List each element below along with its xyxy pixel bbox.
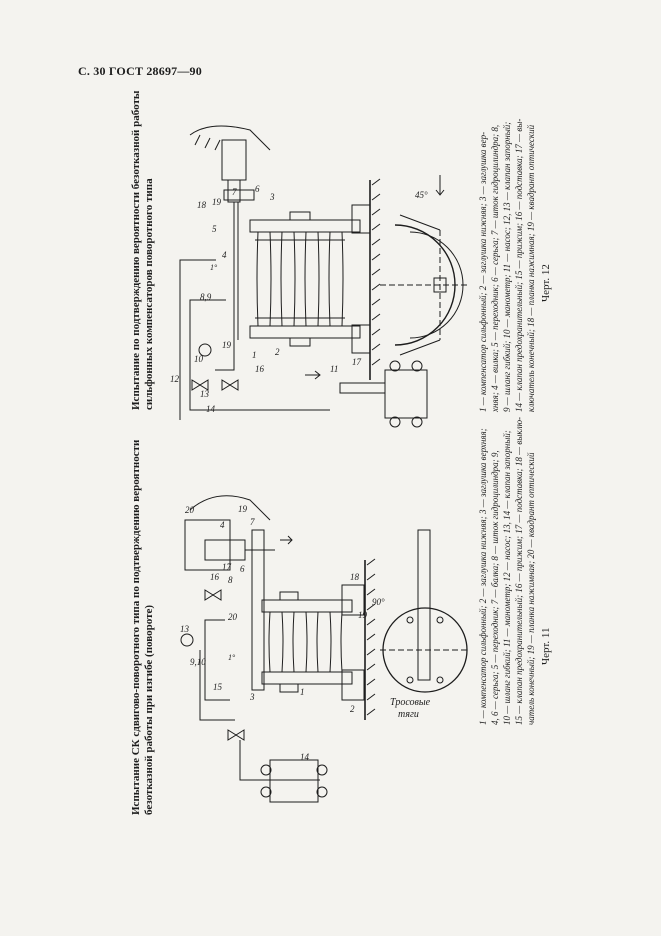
fig11-num-11: 13 bbox=[180, 624, 189, 634]
fig12-title-line: сильфонных компенсаторов поворотного типа bbox=[143, 178, 155, 410]
fig12-drawing bbox=[180, 126, 470, 427]
fig11-num-14: 16 bbox=[210, 572, 219, 582]
fig11-num-8: 8 bbox=[228, 575, 233, 585]
fig11-cable-label-1: Тросовые bbox=[390, 697, 431, 708]
fig12-num-89: 8,9 bbox=[200, 292, 212, 302]
fig12-num-1: 1 bbox=[252, 350, 257, 360]
fig12-num-19: 19 bbox=[222, 340, 231, 350]
fig11-label: Черт. 11 bbox=[540, 627, 552, 665]
fig12-num-7: 7 bbox=[232, 187, 237, 197]
fig11-caption-line: чатель конечный; 19 — планка нажимная; 20 — квадрант оптический bbox=[526, 452, 536, 725]
fig11-num-7: 7 bbox=[250, 517, 255, 527]
fig12-num-12: 12 bbox=[170, 374, 179, 384]
fig12-num-16: 17 bbox=[352, 357, 361, 367]
fig12-num-11: 11 bbox=[330, 364, 339, 374]
fig12-num-18: 19 bbox=[212, 197, 221, 207]
fig12-num-17: 18 bbox=[197, 200, 206, 210]
fig12-num-10: 10 bbox=[194, 354, 203, 364]
fig11-num-20: 20 bbox=[228, 612, 237, 622]
fig11-num-4: 4 bbox=[220, 520, 225, 530]
fig12-num-5: 5 bbox=[212, 224, 217, 234]
fig11-num-6: 6 bbox=[240, 564, 245, 574]
fig11-caption-line: 1 — компенсатор сильфонный; 2 — заглушка нижняя; 3 — заглушка верхняя; bbox=[478, 428, 488, 725]
fig12-num-4: 4 bbox=[222, 250, 227, 260]
fig12-num-6: 6 bbox=[255, 184, 260, 194]
fig11-title-line: Испытание СК сдвигово-поворотного типа по подтверждению вероятности bbox=[130, 439, 142, 815]
fig12-caption-line: хняя; 4 — вилка; 5 — переходник; 6 — серьга; 7 — шток гидроцилиндра; 8, bbox=[490, 124, 500, 412]
fig11-num-12: 14 bbox=[300, 752, 309, 762]
fig12-num-3: 3 bbox=[270, 192, 275, 202]
fig12-num-2: 2 bbox=[275, 347, 280, 357]
fig11-num-18: 19 bbox=[238, 504, 247, 514]
fig11-num-17: 19 bbox=[358, 610, 367, 620]
fig11-title-line: безотказной работы при изгибе (повороте) bbox=[143, 604, 155, 815]
fig11-num-13: 15 bbox=[213, 682, 222, 692]
fig11-drawing bbox=[181, 496, 470, 802]
fig12-num-15: 16 bbox=[255, 364, 264, 374]
fig12-caption-line: 14 — клапан предохранительный; 15 — прижим; 16 — подставка; 17 — вы- bbox=[514, 118, 524, 412]
fig12-caption-line: 9 — шланг гибкий; 10 — манометр; 11 — насос; 12, 13 — клапан запорный; bbox=[502, 121, 512, 412]
fig11-num-16: 18 bbox=[350, 572, 359, 582]
fig11-cable-label-2: тяги bbox=[398, 709, 419, 720]
fig11-caption-line: 10 — шланг гибкий; 11 — манометр; 12 — насос; 13, 14 — клапан запорный; bbox=[502, 430, 512, 725]
fig12-label: Черт. 12 bbox=[540, 264, 552, 302]
fig11-caption-line: 15 — клапан предохранительный; 16 — прижим; 17 — подставка; 18 — выклю- bbox=[514, 416, 524, 725]
fig12-num-13: 13 bbox=[200, 389, 209, 399]
fig11-num-19: 20 bbox=[185, 505, 194, 515]
fig11-angle: 90° bbox=[372, 597, 385, 607]
fig11-num-15: 17 bbox=[222, 562, 231, 572]
fig11-num-910: 9,10 bbox=[190, 657, 206, 667]
fig12-title-line: Испытание по подтверждению вероятности безотказной работы bbox=[130, 90, 142, 410]
page-header: С. 30 ГОСТ 28697—90 bbox=[78, 64, 202, 78]
fig11-num-1: 1 bbox=[300, 687, 305, 697]
fig11-angle-small: 1° bbox=[228, 653, 236, 662]
fig12-caption-line: ключатель конечный; 18 — планка нажимная; 19 — квадрант оптический bbox=[526, 124, 536, 412]
fig12-angle-small: 1° bbox=[210, 263, 218, 272]
fig12-angle: 45° bbox=[415, 190, 428, 200]
fig11-num-2: 2 bbox=[350, 704, 355, 714]
fig11-caption-line: 4, 6 — серьга; 5 — переходник; 7 — балка; 8 — шток гидроцилиндра; 9, bbox=[490, 450, 500, 725]
fig11-num-3: 3 bbox=[250, 692, 255, 702]
fig12-caption-line: 1 — компенсатор сильфонный; 2 — заглушка нижняя; 3 — заглушка вер- bbox=[478, 131, 488, 412]
fig12-num-14: 14 bbox=[206, 404, 215, 414]
